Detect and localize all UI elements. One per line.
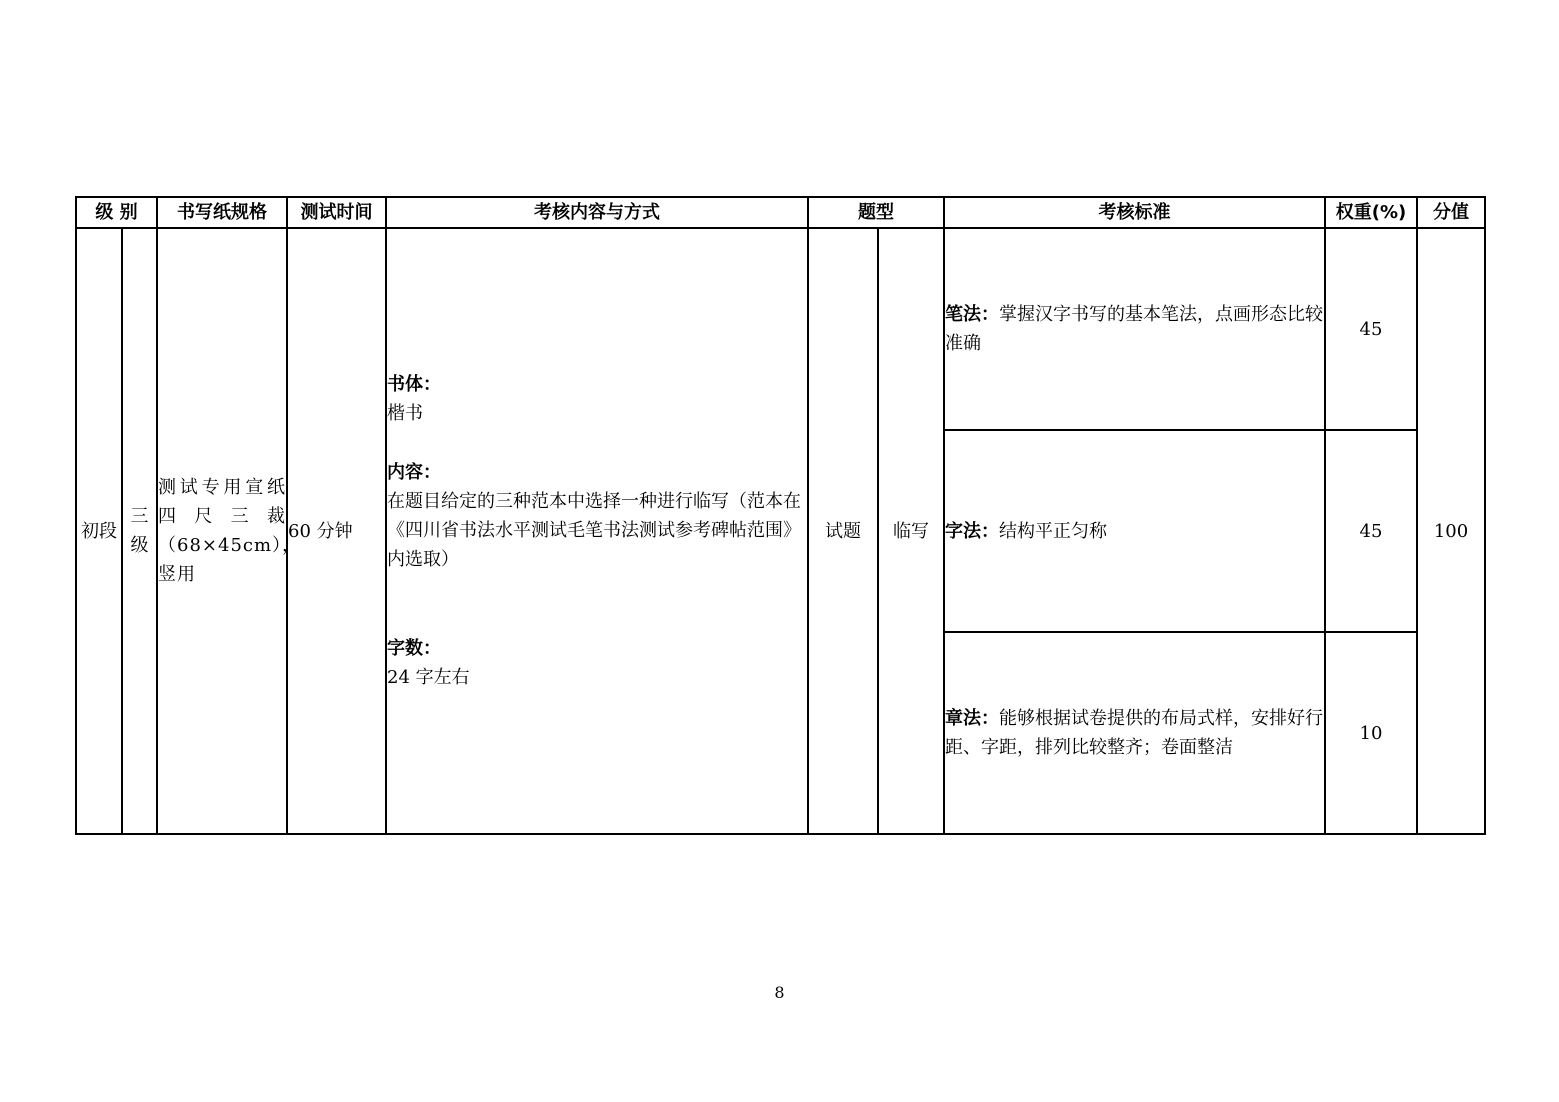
content-cell bbox=[386, 228, 808, 834]
standard-text: 掌握汉字书写的基本笔法，点画形态比较准确 bbox=[945, 304, 1323, 354]
script-value: 楷书 bbox=[387, 403, 423, 424]
test-time: 60 分钟 bbox=[287, 228, 386, 834]
weight-value: 45 bbox=[1325, 228, 1417, 430]
header-row bbox=[76, 197, 1485, 228]
standard-text: 能够根据试卷提供的布局式样，安排好行距、字距，排列比较整齐；卷面整洁 bbox=[945, 708, 1323, 758]
header-time: 测试时间 bbox=[287, 197, 386, 228]
type-main: 试题 bbox=[808, 228, 878, 834]
content-value: 在题目给定的三种范本中选择一种进行临写（范本在《四川省书法水平测试毛笔书法测试参考碑帖范围》内选取） bbox=[387, 491, 801, 570]
standard-structure bbox=[944, 430, 1325, 632]
weight-value: 10 bbox=[1325, 632, 1417, 834]
header-content: 考核内容与方式 bbox=[386, 197, 808, 228]
header-weight: 权重(%) bbox=[1325, 197, 1417, 228]
header-standard: 考核标准 bbox=[944, 197, 1325, 228]
standard-label: 字法： bbox=[945, 520, 999, 542]
standard-composition bbox=[944, 632, 1325, 834]
standard-text: 结构平正匀称 bbox=[999, 520, 1107, 542]
score-value: 100 bbox=[1417, 228, 1485, 834]
level-stage: 初段 bbox=[76, 228, 122, 834]
header-type: 题型 bbox=[808, 197, 944, 228]
page-number: 8 bbox=[774, 983, 785, 1002]
script-label: 书体： bbox=[387, 374, 441, 395]
content-label: 内容： bbox=[387, 462, 441, 483]
count-value: 24 字左右 bbox=[387, 667, 470, 688]
standard-stroke bbox=[944, 228, 1325, 430]
header-paper: 书写纸规格 bbox=[157, 197, 287, 228]
type-sub: 临写 bbox=[878, 228, 944, 834]
standard-label: 笔法： bbox=[945, 304, 999, 325]
paper-spec: 测试专用宣纸四尺三裁（68×45cm），竖用 bbox=[157, 228, 287, 834]
table-row bbox=[76, 228, 1485, 430]
standard-label: 章法： bbox=[945, 708, 999, 729]
level-grade: 三级 bbox=[122, 228, 157, 834]
count-label: 字数： bbox=[387, 638, 441, 659]
header-level: 级 别 bbox=[76, 197, 157, 228]
weight-value: 45 bbox=[1325, 430, 1417, 632]
assessment-table bbox=[75, 196, 1486, 835]
header-score: 分值 bbox=[1417, 197, 1485, 228]
